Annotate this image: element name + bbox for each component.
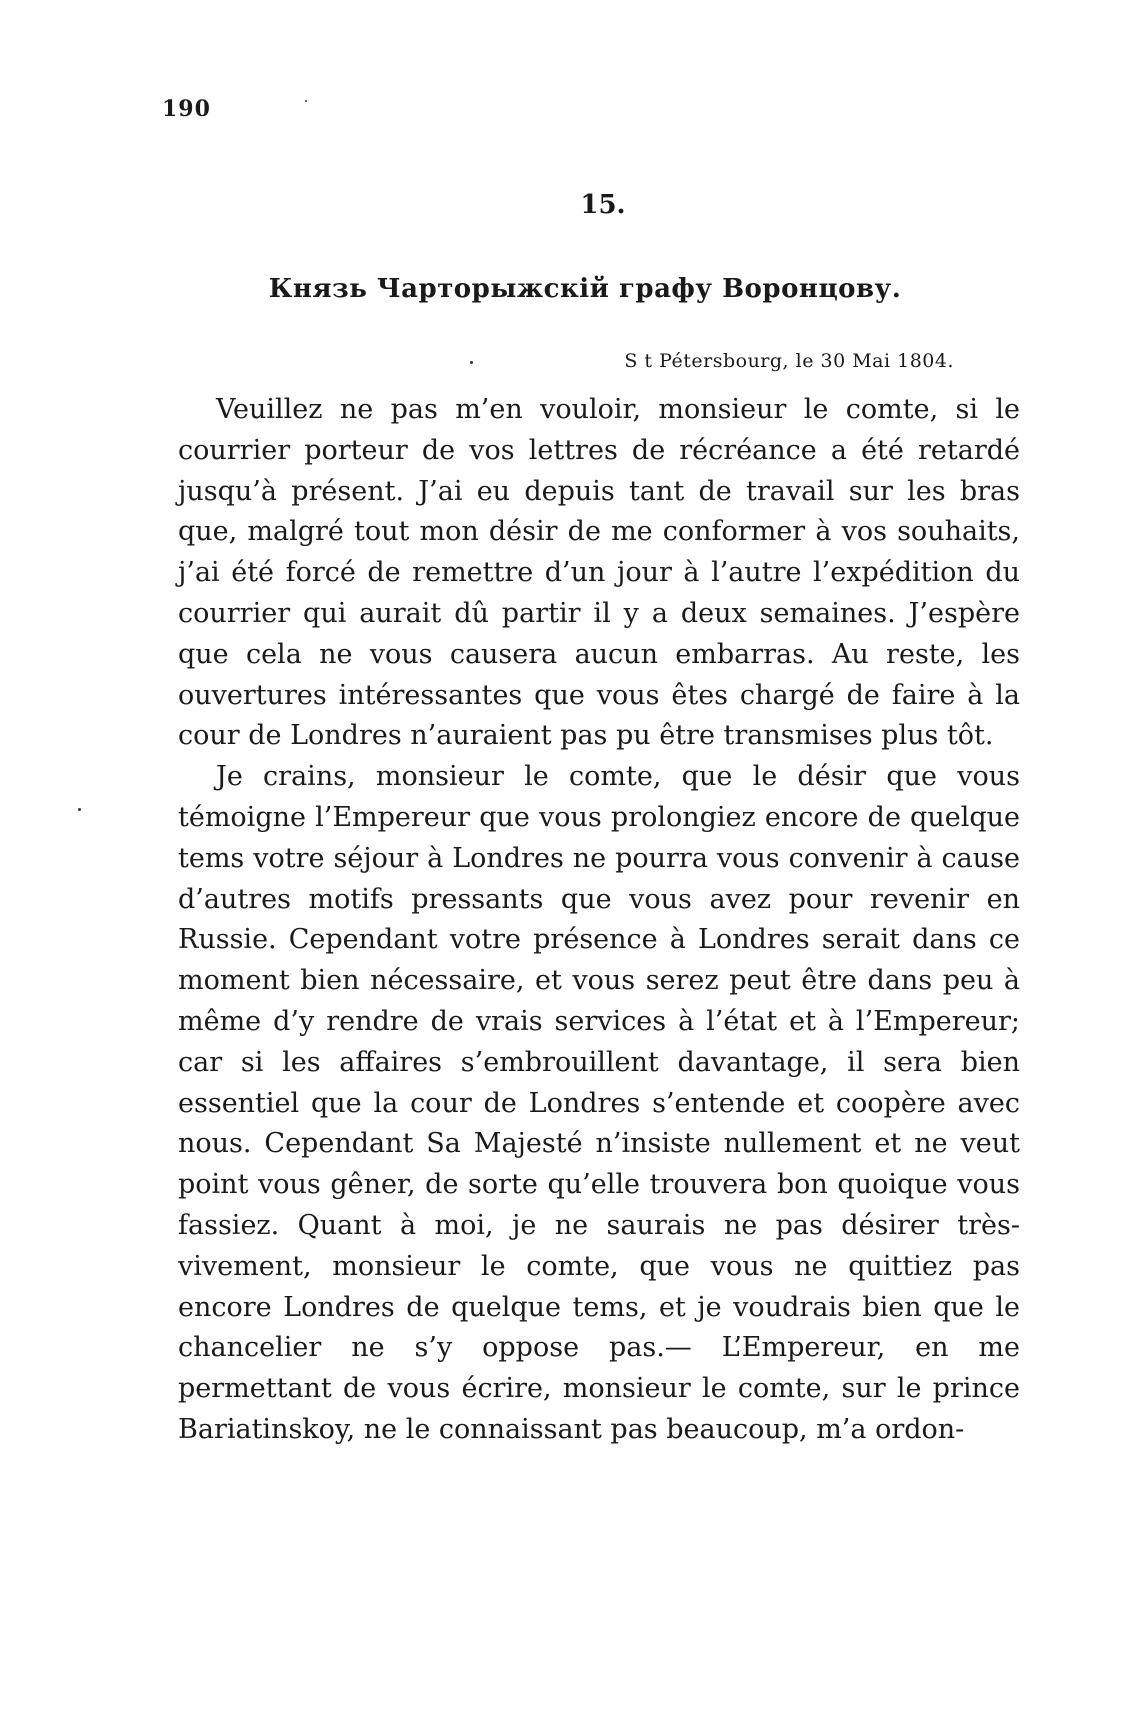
letter-body — [178, 390, 1020, 1451]
paragraph-2: Je crains, monsieur le comte, que le désir que vous témoigne l’Empereur que vous prolongiez encore de quelque tems votre séjour à Londres ne pourra vous convenir à cause d’autres motifs pressants que vous avez pour revenir en Russie. Cependant votre présence à Londres serait dans ce moment bien nécessaire, et vous serez peut être dans peu à même d’y rendre de vrais services à l’état et à l’Empereur; car si les affaires s’embrouillent davantage, il sera bien essentiel que la cour de Londres s’entende et coopère avec nous. Cependant Sa Majesté n’insiste nullement et ne veut point vous gêner, de sorte qu’elle trouvera bon quoique vous fassiez. Quant à moi, je ne saurais ne pas désirer très-vivement, monsieur le comte, que vous ne quittiez pas encore Londres de quelque tems, et je voudrais bien que le chancelier ne s’y oppose pas.— L’Empereur, en me permettant de vous écrire, monsieur le comte, sur le prince Bariatinskoy, ne le connaissant pas beaucoup, m’a ordon- — [178, 761, 1020, 1445]
page-number: 190 — [162, 96, 211, 122]
scan-speck — [78, 808, 81, 811]
letter-number: 15. — [580, 190, 626, 220]
letter-heading: Князь Чарторыжскій графу Воронцову. — [268, 274, 902, 304]
paragraph-1: Veuillez ne pas m’en vouloir, monsieur le comte, si le courrier porteur de vos lettres de récréance a été retardé jusqu’à présent. J’ai eu depuis tant de travail sur les bras que, malgré tout mon désir de me conformer à vos souhaits, j’ai été forcé de remettre d’un jour à l’autre l’expédition du courrier qui aurait dû partir il y a deux semaines. J’espère que cela ne vous causera aucun embarras. Au reste, les ouvertures intéressantes que vous êtes chargé de faire à la cour de Londres n’auraient pas pu être transmises plus tôt. — [178, 394, 1020, 752]
scan-speck — [470, 361, 473, 364]
place-date: S t Pétersbourg, le 30 Mai 1804. — [624, 350, 954, 372]
scan-speck — [305, 100, 307, 102]
